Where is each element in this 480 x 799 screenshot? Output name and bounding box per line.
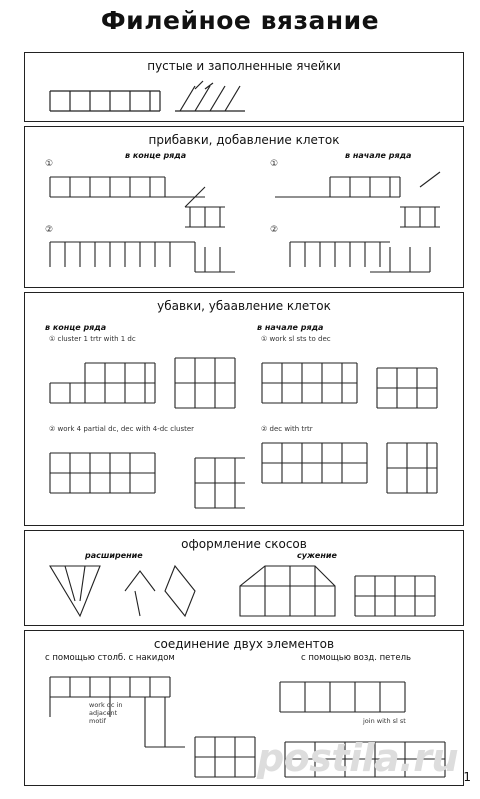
crochet-chart-filled-cells	[45, 81, 265, 121]
step-1-right: ①	[270, 159, 279, 169]
section-heading: соединение двух элементов	[153, 637, 335, 651]
left-caption-1: ① cluster 1 trtr with 1 dc	[49, 335, 136, 343]
left-subheading: в конце ряда	[45, 323, 107, 332]
left-caption-2: ② work 4 partial dc, dec with 4-dc cluster	[49, 425, 195, 433]
left-note: work dc in adjacent motif	[89, 701, 123, 725]
crochet-chart-decrease-start	[257, 348, 457, 518]
section-heading: убавки, убаавление клеток	[157, 299, 331, 313]
step-1-left: ①	[45, 159, 54, 169]
crochet-chart-increase-start	[270, 167, 470, 277]
page-number: 1	[463, 770, 471, 784]
left-subheading: расширение	[85, 551, 143, 560]
right-caption-1: ① work sl sts to dec	[261, 335, 331, 343]
watermark-logo: postila.ru	[256, 736, 458, 780]
right-label: с помощью возд. петель	[301, 653, 412, 663]
left-label: с помощью столб. с накидом	[45, 653, 175, 663]
right-subheading: в начале ряда	[345, 151, 412, 160]
left-subheading: в конце ряда	[125, 151, 187, 160]
section-heading: оформление скосов	[181, 537, 307, 551]
page-title: Филейное вязание	[100, 6, 380, 35]
section-bevels	[24, 530, 464, 626]
crochet-chart-widening	[45, 561, 235, 623]
crochet-chart-increase-end	[45, 167, 245, 277]
right-subheading: в начале ряда	[257, 323, 324, 332]
right-note: join with sl st	[363, 717, 406, 725]
crochet-chart-join-dc	[45, 667, 265, 783]
section-heading: пустые и заполненные ячейки	[147, 59, 341, 73]
section-increases	[24, 126, 464, 288]
section-empty-filled-cells	[24, 52, 464, 122]
step-2-left: ②	[45, 225, 54, 235]
section-decreases	[24, 292, 464, 526]
crochet-chart-decrease-end	[45, 348, 245, 518]
section-heading: прибавки, добавление клеток	[148, 133, 340, 147]
step-2-right: ②	[270, 225, 279, 235]
right-caption-2: ② dec with trtr	[261, 425, 313, 433]
crochet-chart-narrowing	[235, 561, 455, 623]
right-subheading: сужение	[297, 551, 337, 560]
